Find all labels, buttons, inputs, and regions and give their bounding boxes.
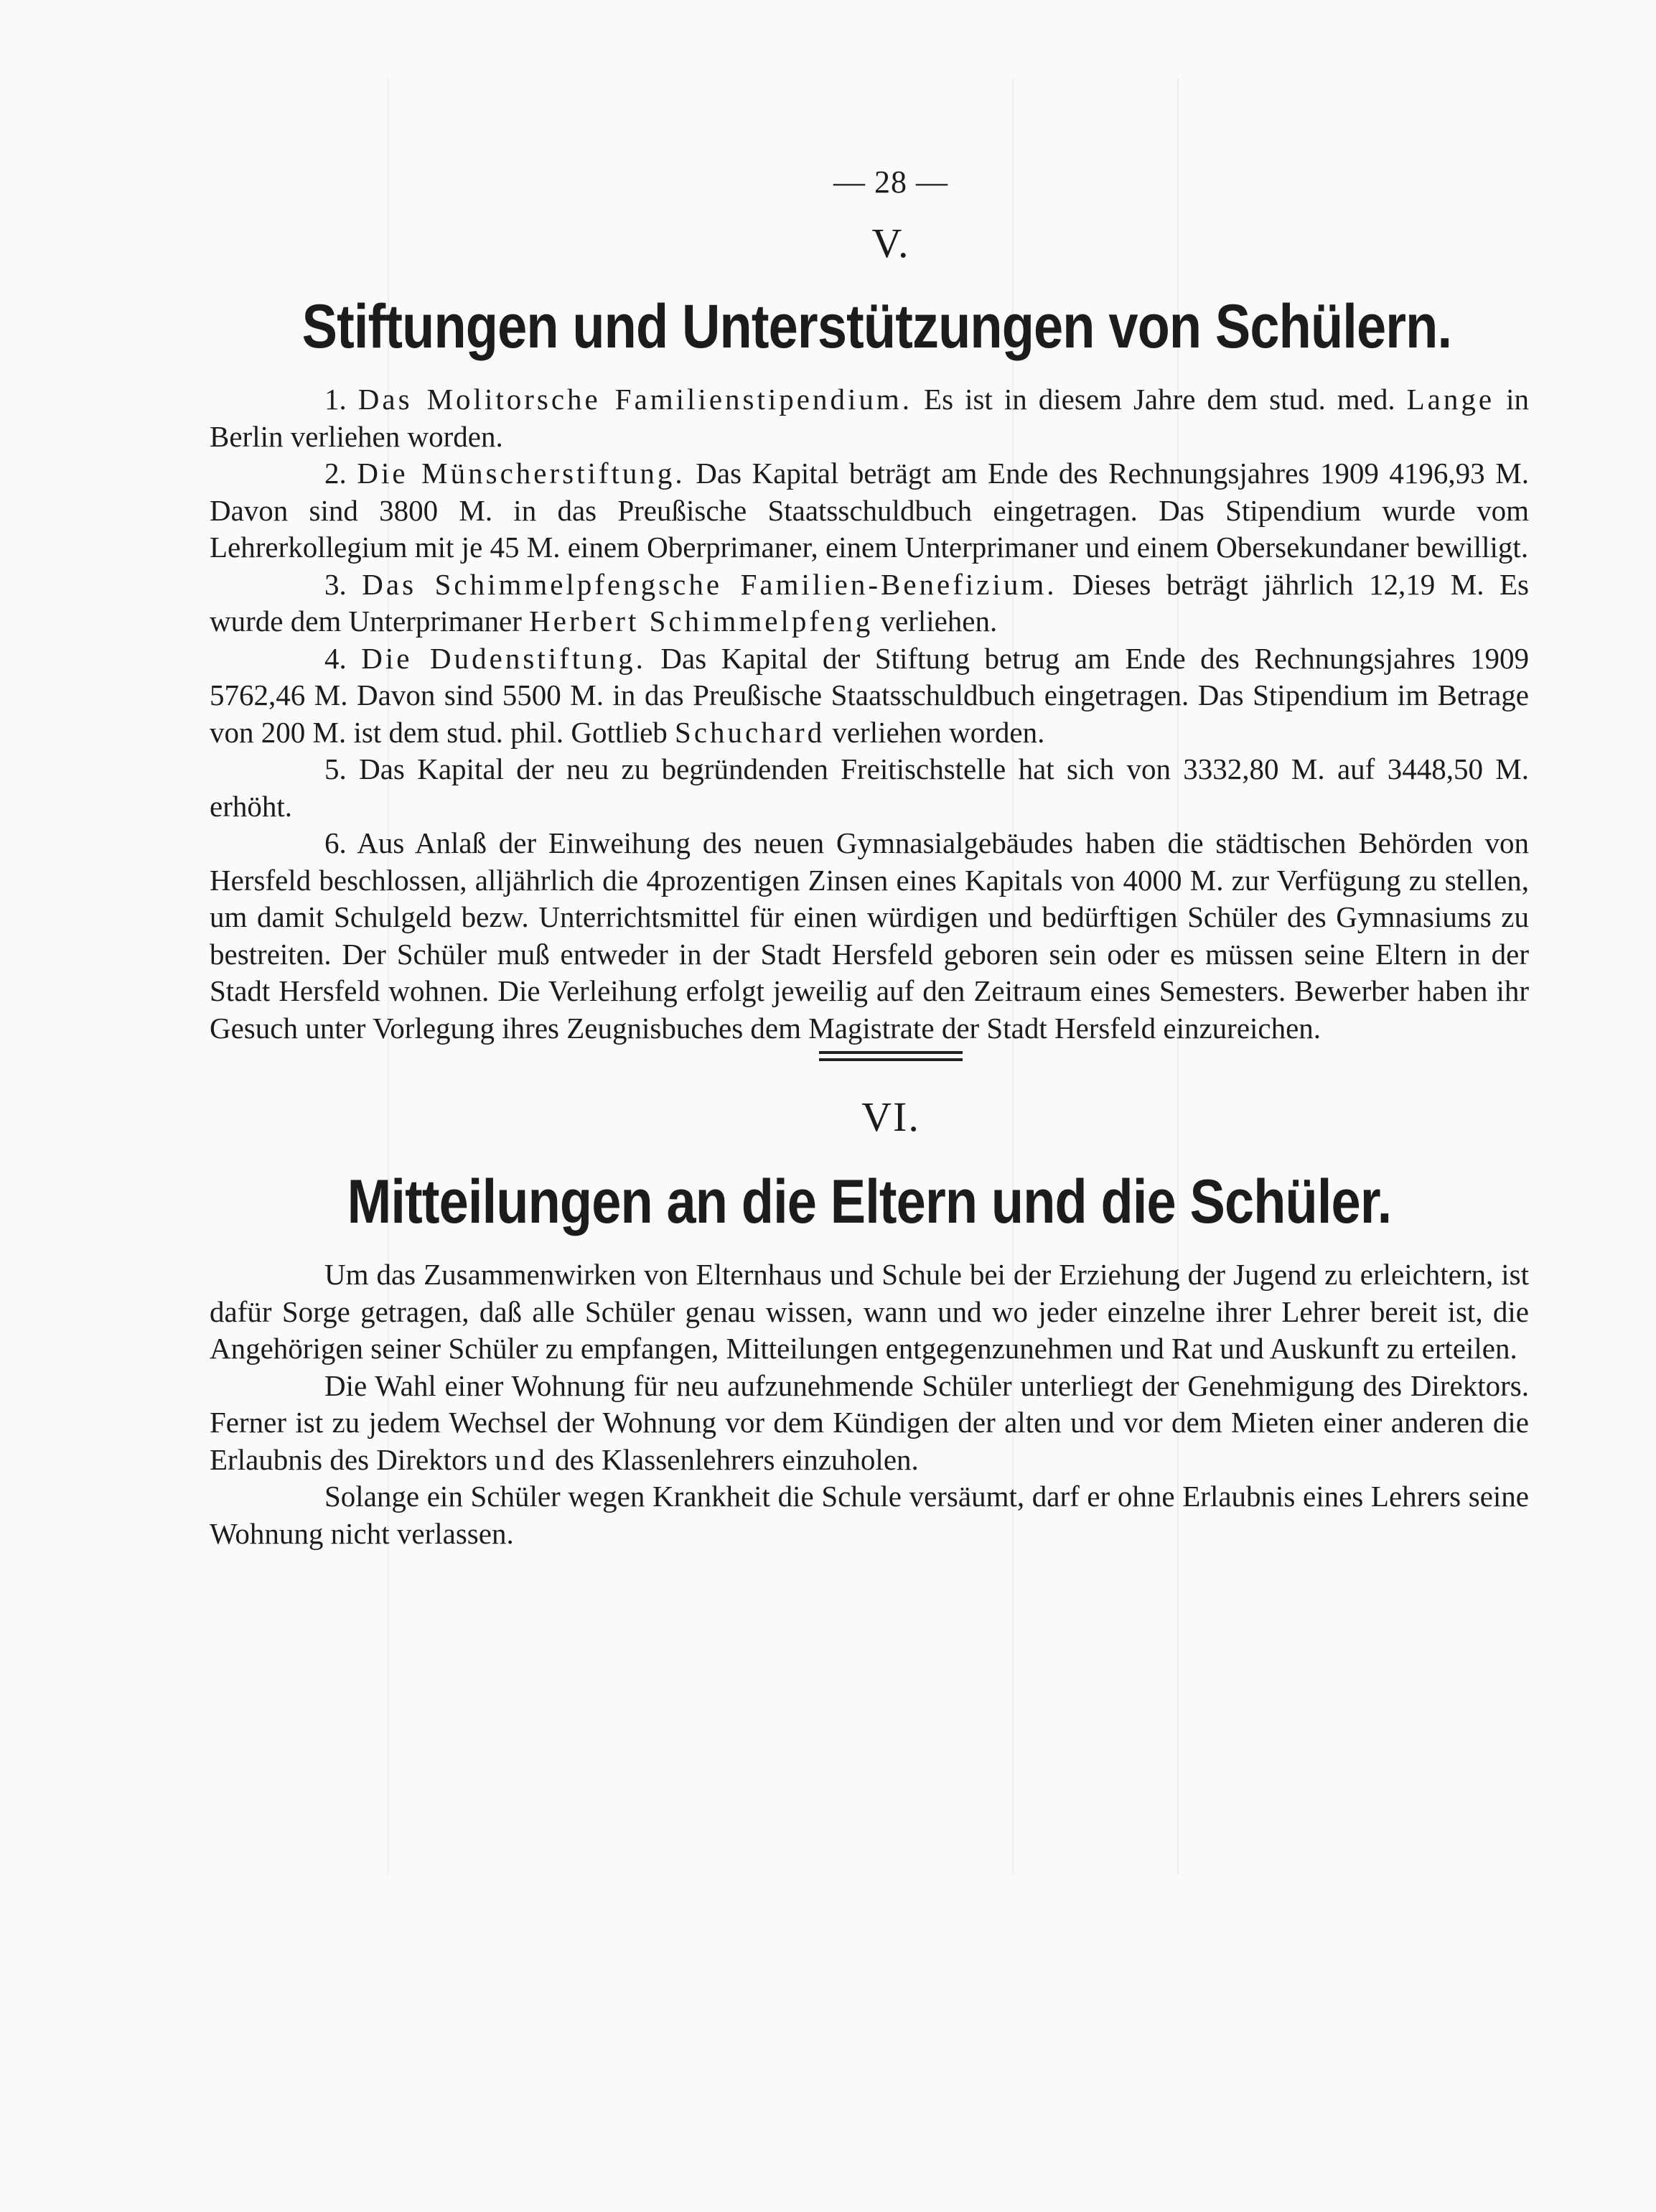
item-text: Das Kapital beträgt am Ende des Rechnungsjahres 1909 4196,93 M. Davon sind 3800 M. in das Preußische Staatsschuldbuch eingetragen. Das Stipendium wurde vom Lehrerkollegium mit je 45 M. einem Oberprimaner, einem Unterprimaner und einem Obersekundaner bewilligt. (210, 457, 1529, 564)
emphasis-und: und (495, 1442, 548, 1476)
section-vi-paragraph-1: Um das Zusammenwirken von Elternhaus und Schule bei der Erziehung der Jugend zu erleichtern, ist dafür Sorge getragen, daß alle Schüler genau wissen, wann und wo jeder einzelne ihrer Lehrer bereit ist, die Angehörigen seiner Schüler zu empfangen, Mitteilungen entgegenzunehmen und Rat und Auskunft zu erteilen. (210, 1258, 1529, 1365)
recipient-name: Lange (1406, 383, 1495, 416)
item-5 (210, 751, 1529, 825)
divider-rule (819, 1058, 963, 1061)
section-vi-title: Mitteilungen an die Eltern und die Schüler. (347, 1167, 1392, 1236)
item-6 (210, 825, 1529, 1047)
item-2 (210, 455, 1529, 566)
foundation-name: Die Dudenstiftung. (361, 641, 646, 675)
item-text: verliehen worden. (832, 715, 1045, 749)
item-number: 5. (324, 752, 347, 785)
foundation-name: Das Molitorsche Familienstipendium. (357, 383, 912, 416)
item-text: Es ist in diesem Jahre dem stud. med. (924, 383, 1395, 416)
item-text: verliehen. (880, 605, 998, 638)
recipient-name: Herbert Schimmelpfeng (529, 605, 874, 638)
item-text: Aus Anlaß der Einweihung des neuen Gymnasialgebäudes haben die städtischen Behörden von Hersfeld beschlossen, alljährlich die 4prozentigen Zinsen eines Kapitals von 4000 M. zur Verfügung zu stellen, um damit Schulgeld bezw. Unterrichtsmittel für einen würdigen und bedürftigen Schüler des Gymnasiums zu bestreiten. Der Schüler muß entweder in der Stadt Hersfeld geboren sein oder es müssen seine Eltern in der Stadt Hersfeld wohnen. Die Verleihung erfolgt jeweilig auf den Zeitraum eines Semesters. Bewerber haben ihr Gesuch unter Vorlegung ihres Zeugnisbuches dem Magistrate der Stadt Hersfeld einzureichen. (210, 826, 1529, 1045)
section-divider (819, 1051, 963, 1061)
item-text: Das Kapital der Stiftung betrug am Ende des Rechnungsjahres 1909 5762,46 M. Davon sind 5500 M. in das Preußische Staatsschuldbuch eingetragen. Das Stipendium im Betrage von 200 M. ist dem stud. phil. Gottlieb (210, 641, 1530, 749)
foundation-name: Das Schimmelpfengsche Familien-Benefizium. (362, 567, 1057, 601)
recipient-name: Schuchard (675, 715, 825, 749)
item-number: 4. (324, 641, 347, 675)
page-number: — 28 — (833, 164, 948, 200)
item-1 (210, 381, 1529, 455)
foundation-name: Die Münscherstiftung. (357, 457, 686, 490)
item-number: 3. (324, 567, 347, 601)
section-vi-paragraph-3: Solange ein Schüler wegen Krankheit die Schule versäumt, darf er ohne Erlaubnis eines Lehrers seine Wohnung nicht verlassen. (210, 1480, 1529, 1550)
page-content (210, 164, 1529, 1552)
paragraph-text: Die Wahl einer Wohnung für neu aufzunehmende Schüler unterliegt der Genehmigung des Direktors. Ferner ist zu jedem Wechsel der Wohnung vor dem Kündigen der alten und vor dem Mieten einer anderen die Erlaubnis des Direktors (210, 1368, 1529, 1476)
item-text: Das Kapital der neu zu begründenden Freitischstelle hat sich von 3332,80 M. auf 3448,50 M. erhöht. (210, 752, 1530, 823)
item-number: 6. (324, 826, 347, 859)
divider-rule (819, 1051, 963, 1054)
item-text: in Berlin verliehen worden. (210, 383, 1530, 453)
section-v-title: Stiftungen und Unterstützungen von Schülern. (301, 292, 1452, 361)
item-4 (210, 640, 1529, 752)
paragraph-text: des Klassenlehrers einzuholen. (555, 1442, 919, 1476)
item-number: 2. (324, 457, 347, 490)
item-number: 1. (324, 383, 347, 416)
item-text: Dieses beträgt jährlich 12,19 M. Es wurde dem Unterprimaner (210, 567, 1529, 638)
section-vi-paragraph-2 (210, 1368, 1529, 1479)
section-vi-numeral: VI. (861, 1093, 920, 1140)
item-3 (210, 566, 1529, 640)
section-v-numeral: V. (871, 220, 910, 266)
